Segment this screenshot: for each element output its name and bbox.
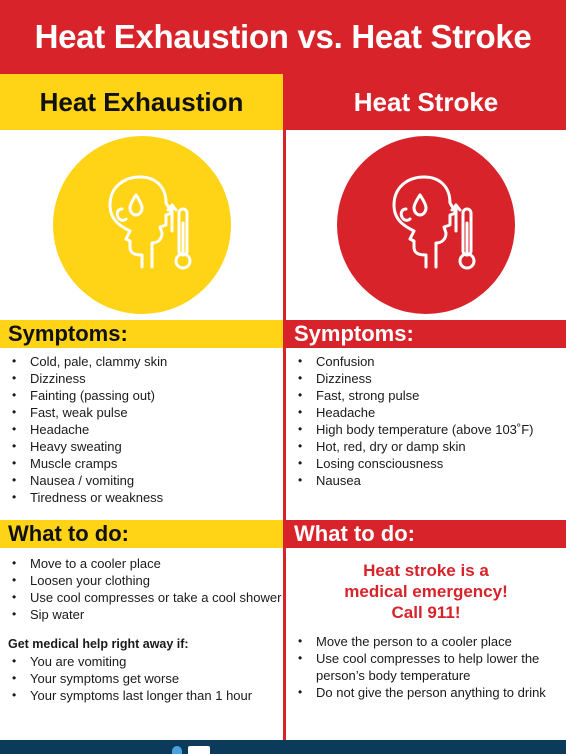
emergency-line: medical emergency! bbox=[344, 582, 508, 601]
what-to-do-list bbox=[0, 548, 283, 623]
head-sweat-thermometer-icon bbox=[53, 136, 231, 314]
list-item: • Dizziness bbox=[286, 370, 566, 387]
logo-icon bbox=[172, 746, 182, 754]
what-to-do-heading: What to do: bbox=[286, 520, 566, 548]
emergency-notice bbox=[286, 560, 566, 623]
list-item: • Move the person to a cooler place bbox=[286, 633, 566, 650]
head-sweat-thermometer-icon bbox=[337, 136, 515, 314]
list-item: • Use cool compresses to help lower the person’s body temperature bbox=[286, 650, 566, 684]
list-item: • Your symptoms get worse bbox=[0, 670, 283, 687]
symptoms-list bbox=[286, 348, 566, 520]
list-item: • Sip water bbox=[0, 606, 283, 623]
symptoms-list bbox=[0, 348, 283, 520]
list-item: • Muscle cramps bbox=[0, 455, 283, 472]
list-item: • Fast, strong pulse bbox=[286, 387, 566, 404]
medical-help-heading: Get medical help right away if: bbox=[8, 637, 189, 651]
heat-exhaustion-column bbox=[0, 74, 283, 740]
emergency-line: Heat stroke is a bbox=[363, 561, 489, 580]
symptoms-heading: Symptoms: bbox=[286, 320, 566, 348]
list-item: • Hot, red, dry or damp skin bbox=[286, 438, 566, 455]
heat-stroke-column bbox=[286, 74, 566, 740]
list-item: • Nausea / vomiting bbox=[0, 472, 283, 489]
list-item: • Dizziness bbox=[0, 370, 283, 387]
what-to-do-heading: What to do: bbox=[0, 520, 283, 548]
medical-help-list bbox=[0, 653, 283, 704]
symptoms-heading: Symptoms: bbox=[0, 320, 283, 348]
list-item: • Confusion bbox=[286, 353, 566, 370]
list-item: • Heavy sweating bbox=[0, 438, 283, 455]
icon-area bbox=[0, 130, 283, 320]
list-item: • You are vomiting bbox=[0, 653, 283, 670]
list-item: • Your symptoms last longer than 1 hour bbox=[0, 687, 283, 704]
footer-bar bbox=[0, 740, 566, 754]
list-item: • Fast, weak pulse bbox=[0, 404, 283, 421]
list-item: • Tiredness or weakness bbox=[0, 489, 283, 506]
list-item: • High body temperature (above 103˚F) bbox=[286, 421, 566, 438]
list-item: • Cold, pale, clammy skin bbox=[0, 353, 283, 370]
list-item: • Do not give the person anything to drink bbox=[286, 684, 566, 701]
list-item: • Headache bbox=[286, 404, 566, 421]
page-title: Heat Exhaustion vs. Heat Stroke bbox=[34, 18, 532, 55]
heat-exhaustion-heading: Heat Exhaustion bbox=[0, 74, 283, 130]
emergency-line: Call 911! bbox=[391, 603, 461, 622]
list-item: • Headache bbox=[0, 421, 283, 438]
heat-stroke-heading: Heat Stroke bbox=[286, 74, 566, 130]
list-item: • Nausea bbox=[286, 472, 566, 489]
title-bar bbox=[0, 0, 566, 74]
list-item: • Use cool compresses or take a cool shower bbox=[0, 589, 283, 606]
list-item: • Losing consciousness bbox=[286, 455, 566, 472]
list-item: • Move to a cooler place bbox=[0, 555, 283, 572]
what-to-do-list bbox=[286, 633, 566, 701]
list-item: • Fainting (passing out) bbox=[0, 387, 283, 404]
logo-wordmark bbox=[188, 746, 210, 754]
icon-area bbox=[286, 130, 566, 320]
list-item: • Loosen your clothing bbox=[0, 572, 283, 589]
